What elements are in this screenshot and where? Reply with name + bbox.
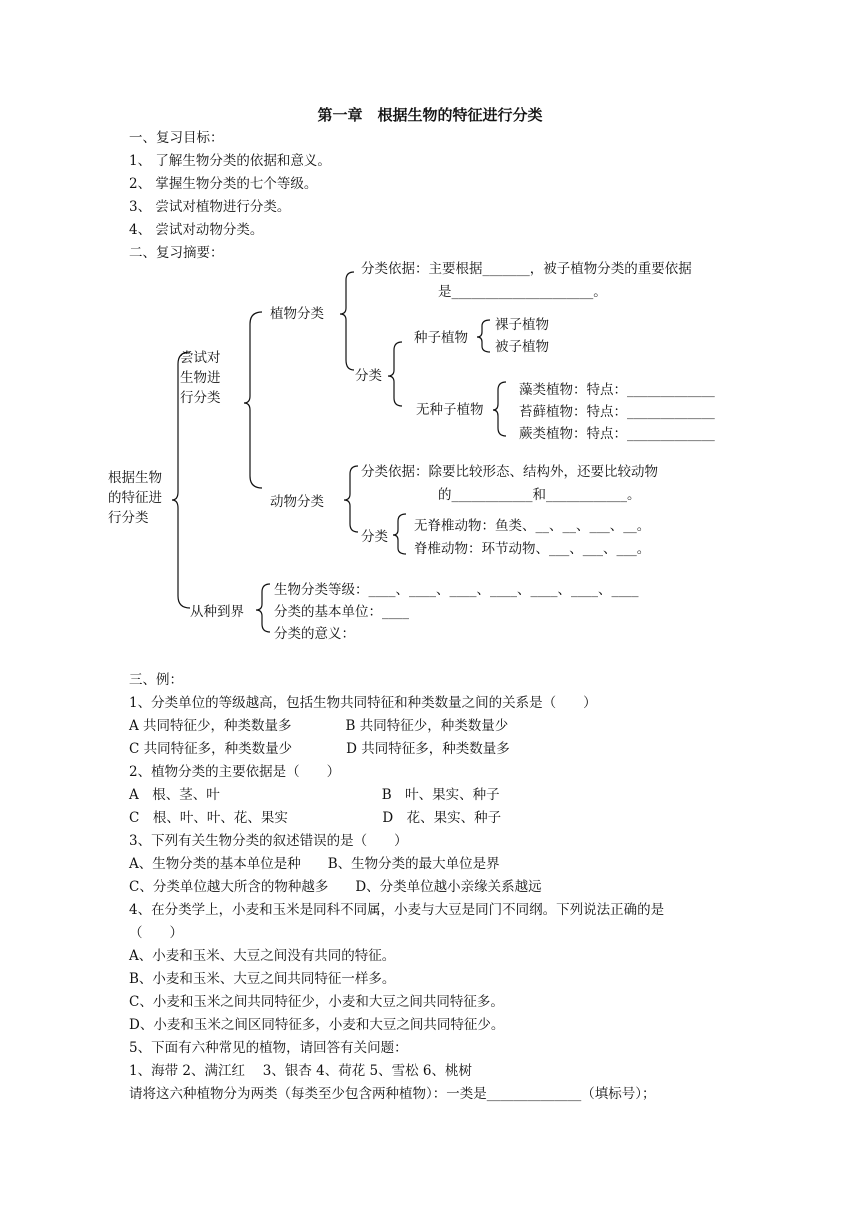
example-line: A 共同特征少，种类数量多 B 共同特征少，种类数量少 [129, 718, 509, 734]
section-1-heading: 一、复习目标： [129, 130, 224, 146]
goal-item: 1、 了解生物分类的依据和意义。 [129, 153, 331, 169]
animal-class-brace [393, 514, 406, 554]
plant-brace [340, 272, 354, 370]
animal-class-node: 分类 [361, 529, 388, 545]
example-line: 请将这六种植物分为两类（每类至少包含两种植物）：一类是______________（填标号）； [129, 1086, 656, 1102]
algae-node: 藻类植物：特点：_____________ [519, 382, 715, 398]
try-node: 尝试对 生物进 行分类 [180, 350, 221, 406]
seed-node: 种子植物 [414, 330, 468, 346]
goal-item: 4、 尝试对动物分类。 [129, 222, 264, 238]
animal-node: 动物分类 [270, 494, 324, 510]
vert-node: 脊椎动物：环节动物、___、___、___。 [414, 541, 651, 557]
animal-basis-line2: 的____________和____________。 [438, 487, 641, 503]
gymno-node: 裸子植物 [495, 317, 549, 333]
plant-class-brace [388, 342, 402, 406]
example-line: 2、植物分类的主要依据是（ ） [129, 764, 341, 780]
example-line: 4、在分类学上，小麦和玉米是同科不同属，小麦与大豆是同门不同纲。下列说法正确的是 [129, 902, 665, 918]
example-line: B、小麦和玉米、大豆之间共同特征一样多。 [129, 971, 396, 987]
example-line: C、分类单位越大所含的物种越多 D、分类单位越小亲缘关系越远 [129, 879, 542, 895]
example-line: A、小麦和玉米、大豆之间没有共同的特征。 [129, 948, 396, 964]
seed-brace [477, 320, 490, 352]
example-line: 1、海带 2、满江红 3、银杏 4、荷花 5、雪松 6、桃树 [129, 1063, 472, 1079]
meaning-line: 分类的意义： [274, 626, 355, 642]
levels-line: 生物分类等级：____、____、____、____、____、____、____ [274, 582, 639, 598]
plant-basis-line1: 分类依据：主要根据_______，被子植物分类的重要依据 [361, 261, 692, 277]
example-line: （ ） [129, 925, 183, 941]
example-line: D、小麦和玉米之间区同特征多，小麦和大豆之间共同特征少。 [129, 1017, 505, 1033]
page-title: 第一章 根据生物的特征进行分类 [317, 106, 543, 124]
plant-basis-line2: 是_____________________。 [438, 284, 607, 300]
example-line: 3、下列有关生物分类的叙述错误的是（ ） [129, 833, 408, 849]
goal-item: 3、 尝试对植物进行分类。 [129, 199, 291, 215]
root-node: 根据生物 的特征进 行分类 [108, 470, 162, 526]
unit-line: 分类的基本单位：____ [274, 604, 409, 620]
noseed-node: 无种子植物 [416, 402, 484, 418]
try-brace [244, 312, 262, 488]
invert-node: 无脊椎动物：鱼类、__、__、___、__。 [414, 518, 651, 534]
moss-node: 苔藓植物：特点：_____________ [519, 404, 715, 420]
species-brace [256, 584, 270, 632]
section-3-heading: 三、例： [129, 672, 183, 688]
example-line: 5、下面有六种常见的植物，请回答有关问题： [129, 1040, 408, 1056]
example-line: C 共同特征多，种类数量少 D 共同特征多，种类数量多 [129, 741, 510, 757]
species-node: 从种到界 [190, 604, 244, 620]
example-line: 1、分类单位的等级越高，包括生物共同特征和种类数量之间的关系是（ ） [129, 695, 597, 711]
plant-node: 植物分类 [270, 306, 324, 322]
example-line: C、小麦和玉米之间共同特征少，小麦和大豆之间共同特征多。 [129, 994, 504, 1010]
example-line: C 根、叶、叶、花、果实 D 花、果实、种子 [129, 810, 502, 826]
plant-class-node: 分类 [355, 368, 382, 384]
noseed-brace [493, 382, 506, 436]
animal-brace [344, 466, 358, 532]
angio-node: 被子植物 [495, 339, 549, 355]
animal-basis-line1: 分类依据：除要比较形态、结构外，还要比较动物 [361, 464, 658, 480]
fern-node: 蕨类植物：特点：_____________ [519, 426, 715, 442]
example-line: A 根、茎、叶 B 叶、果实、种子 [129, 787, 500, 803]
goal-item: 2、 掌握生物分类的七个等级。 [129, 176, 318, 192]
example-line: A、生物分类的基本单位是种 B、生物分类的最大单位是界 [129, 856, 500, 872]
section-2-heading: 二、复习摘要： [129, 245, 224, 261]
